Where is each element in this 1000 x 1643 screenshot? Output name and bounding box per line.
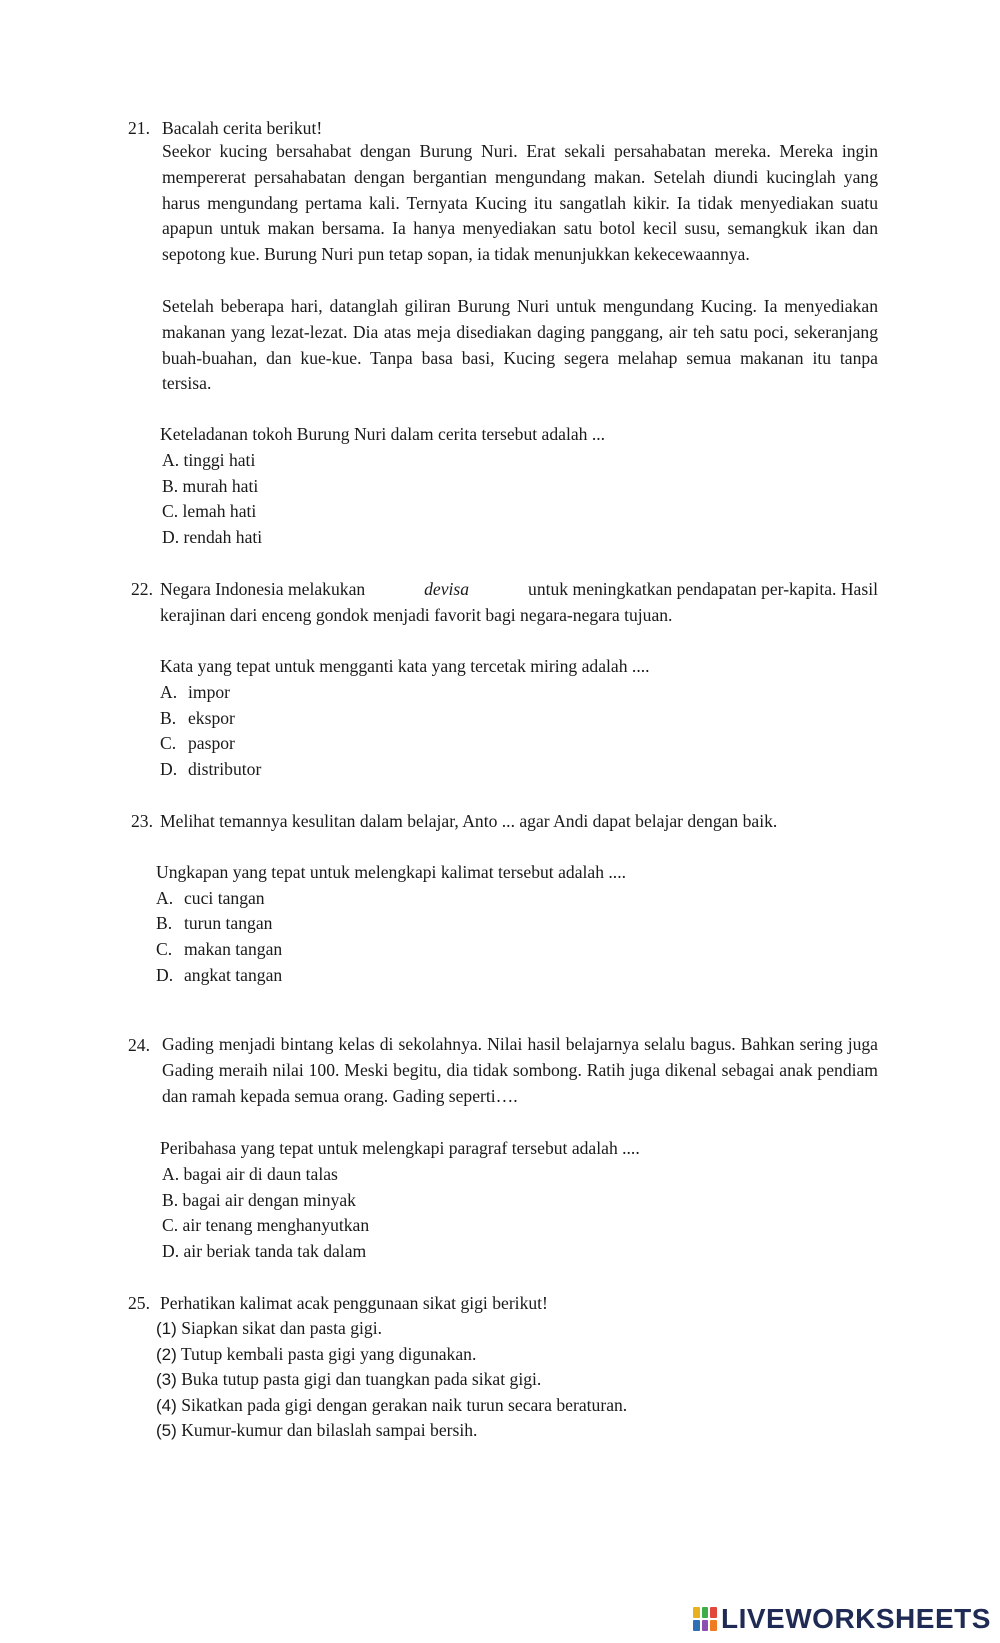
step-item [156, 1394, 627, 1417]
question-stem-line-1 [160, 578, 878, 600]
stem-text: Negara Indonesia melakukan [160, 579, 366, 599]
liveworksheets-logo [693, 1605, 991, 1633]
question-text: Peribahasa yang tepat untuk melengkapi paragraf tersebut adalah .... [160, 1138, 640, 1158]
step-item [156, 1317, 382, 1340]
logo-tile [702, 1620, 709, 1631]
option-letter: A. [160, 682, 178, 702]
option-c[interactable]: C. air tenang menghanyutkan [162, 1215, 370, 1235]
option-text: makan tangan [184, 939, 283, 959]
question-stem: Gading menjadi bintang kelas di sekolahnya. Nilai hasil belajarnya selalu bagus. Bahkan sering juga Gading meraih nilai 100. Meski begitu, dia tidak sombong. Ratih juga dikenal sebagai anak pendiam dan ramah kepada semua orang. Gading seperti…. [162, 1034, 878, 1106]
option-text: ekspor [188, 708, 235, 728]
option-letter: D. [160, 759, 178, 779]
option-letter: C. [156, 939, 173, 959]
logo-tile [702, 1607, 709, 1618]
option-letter: B. [156, 913, 173, 933]
step-item [156, 1343, 476, 1366]
step-number: (1) [156, 1319, 177, 1338]
option-b[interactable]: B. bagai air dengan minyak [162, 1190, 356, 1210]
option-a[interactable]: A. bagai air di daun talas [162, 1164, 338, 1184]
question-number: 25. [128, 1293, 150, 1313]
step-item [156, 1368, 541, 1391]
option-text: impor [188, 682, 231, 702]
story-paragraph-2: Setelah beberapa hari, datanglah giliran Burung Nuri untuk mengundang Kucing. Ia menyediakan makanan yang lezat-lezat. Dia atas meja disediakan daging panggang, air teh satu poci, sekeranjang buah-buahan, dan kue-kue. Tanpa basa basi, Kucing segera melahap semua makanan itu tanpa tersisa. [162, 296, 878, 394]
option-c[interactable] [160, 732, 235, 754]
question-instruction: Bacalah cerita berikut! [162, 118, 323, 138]
question-stem-line-2: kerajinan dari enceng gondok menjadi favorit bagi negara-negara tujuan. [160, 605, 673, 625]
logo-text: LIVEWORKSHEETS [721, 1603, 991, 1634]
logo-tile [693, 1620, 700, 1631]
option-d[interactable]: D. air beriak tanda tak dalam [162, 1241, 367, 1261]
logo-tile [710, 1607, 717, 1618]
option-b[interactable] [156, 912, 273, 934]
step-item [156, 1419, 477, 1442]
option-text: paspor [188, 733, 235, 753]
step-number: (2) [156, 1345, 177, 1364]
step-number: (4) [156, 1396, 177, 1415]
step-text: Buka tutup pasta gigi dan tuangkan pada sikat gigi. [181, 1369, 542, 1389]
italic-word: devisa [424, 579, 470, 599]
option-c[interactable] [156, 938, 283, 960]
story-paragraph-1: Seekor kucing bersahabat dengan Burung Nuri. Erat sekali persahabatan mereka. Mereka ingin mempererat persahabatan dengan bergantian mengundang makan. Setelah diundi kucinglah yang harus mengundang pertama kali. Ternyata Kucing itu sangatlah kikir. Ia tidak menyediakan suatu apapun untuk makan bersama. Ia hanya menyediakan satu botol kecil susu, semangkuk ikan dan sepotong kue. Burung Nuri pun tetap sopan, ia tidak menunjukkan kekecewaannya. [162, 141, 878, 265]
option-d[interactable]: D. rendah hati [162, 527, 263, 547]
step-text: Sikatkan pada gigi dengan gerakan naik turun secara beraturan. [181, 1395, 628, 1415]
question-text: Ungkapan yang tepat untuk melengkapi kalimat tersebut adalah .... [156, 862, 626, 882]
option-a[interactable] [160, 681, 231, 703]
option-d[interactable] [160, 758, 262, 780]
step-number: (3) [156, 1370, 177, 1389]
liveworksheets-logo-icon [693, 1607, 717, 1631]
question-instruction: Perhatikan kalimat acak penggunaan sikat gigi berikut! [160, 1293, 548, 1313]
option-text: distributor [188, 759, 262, 779]
question-number: 24. [128, 1035, 150, 1055]
question-number: 23. [131, 811, 153, 831]
question-text: Keteladanan tokoh Burung Nuri dalam cerita tersebut adalah ... [160, 424, 606, 444]
option-d[interactable] [156, 964, 283, 986]
step-text: Kumur-kumur dan bilaslah sampai bersih. [181, 1420, 478, 1440]
step-text: Siapkan sikat dan pasta gigi. [181, 1318, 383, 1338]
option-letter: A. [156, 888, 174, 908]
question-number: 21. [128, 118, 150, 138]
logo-tile [710, 1620, 717, 1631]
option-c[interactable]: C. lemah hati [162, 501, 257, 521]
option-letter: C. [160, 733, 177, 753]
question-number: 22. [131, 579, 153, 599]
option-letter: B. [160, 708, 177, 728]
option-a[interactable]: A. tinggi hati [162, 450, 256, 470]
step-text: Tutup kembali pasta gigi yang digunakan. [180, 1344, 477, 1364]
option-text: turun tangan [184, 913, 273, 933]
option-a[interactable] [156, 887, 265, 909]
option-b[interactable] [160, 707, 235, 729]
question-text: Kata yang tepat untuk mengganti kata yang tercetak miring adalah .... [160, 656, 650, 676]
step-number: (5) [156, 1421, 177, 1440]
question-stem: Melihat temannya kesulitan dalam belajar, Anto ... agar Andi dapat belajar dengan baik. [160, 811, 778, 831]
option-b[interactable]: B. murah hati [162, 476, 259, 496]
option-letter: D. [156, 965, 174, 985]
logo-tile [693, 1607, 700, 1618]
option-text: angkat tangan [184, 965, 283, 985]
option-text: cuci tangan [184, 888, 265, 908]
stem-text: untuk meningkatkan pendapatan per-kapita. Hasil [528, 579, 878, 599]
